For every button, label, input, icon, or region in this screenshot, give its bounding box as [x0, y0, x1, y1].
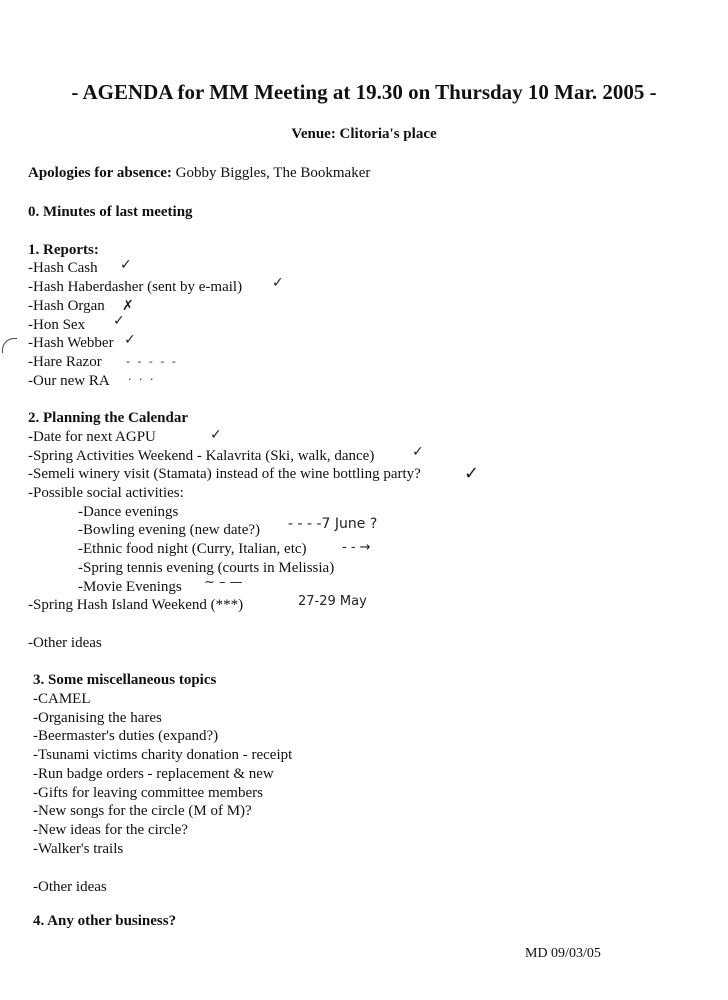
report-item: -Our new RA: [28, 373, 110, 389]
island-weekend-item: -Spring Hash Island Weekend (***): [28, 597, 244, 613]
misc-topic-item: -Beermaster's duties (expand?): [33, 728, 219, 744]
tick-mark: ✓: [272, 275, 284, 291]
tick-mark: ✓: [124, 332, 136, 348]
handwritten-dashes: ~ – —: [204, 575, 243, 590]
apologies-label: Apologies for absence:: [28, 165, 172, 181]
section-3-heading: 3. Some miscellaneous topics: [33, 672, 217, 688]
social-activity-item: -Ethnic food night (Curry, Italian, etc): [78, 541, 307, 557]
tick-mark: ✓: [120, 257, 132, 273]
cross-mark: ✗: [122, 298, 134, 314]
page-title: - AGENDA for MM Meeting at 19.30 on Thursday 10 Mar. 2005 -: [71, 80, 657, 104]
section-2-heading: 2. Planning the Calendar: [28, 410, 189, 426]
other-ideas-item: -Other ideas: [33, 879, 107, 895]
other-ideas-item: -Other ideas: [28, 635, 102, 651]
venue-line: Venue: Clitoria's place: [291, 126, 437, 142]
misc-topic-item: -CAMEL: [33, 691, 91, 707]
handwritten-arrow: - - →: [342, 540, 371, 555]
tick-mark: ✓: [412, 444, 424, 460]
section-0-heading: 0. Minutes of last meeting: [28, 204, 193, 220]
report-item: -Hon Sex: [28, 317, 86, 333]
misc-topic-item: -Run badge orders - replacement & new: [33, 766, 274, 782]
social-activity-item: -Dance evenings: [78, 504, 179, 520]
misc-topic-item: -Organising the hares: [33, 710, 162, 726]
report-item: -Hare Razor: [28, 354, 102, 370]
calendar-item: -Possible social activities:: [28, 485, 184, 501]
tick-mark: ✓: [464, 463, 480, 484]
social-activity-item: -Bowling evening (new date?): [78, 522, 261, 538]
author-date-signature: MD 09/03/05: [525, 946, 601, 961]
report-item: -Hash Haberdasher (sent by e-mail): [28, 279, 243, 295]
misc-topic-item: -Tsunami victims charity donation - receipt: [33, 747, 293, 763]
tick-mark: ✓: [113, 313, 125, 329]
apologies-line: [28, 164, 370, 182]
apologies-names: Gobby Biggles, The Bookmaker: [175, 165, 371, 181]
misc-topic-item: -New ideas for the circle?: [33, 822, 188, 838]
misc-topic-item: -Gifts for leaving committee members: [33, 785, 263, 801]
handwritten-dashes: - - - - -: [126, 355, 178, 368]
tick-mark: ✓: [210, 427, 222, 443]
handwritten-island-date: 27-29 May: [298, 594, 367, 609]
calendar-item: -Date for next AGPU: [28, 429, 156, 445]
misc-topic-item: -Walker's trails: [33, 841, 124, 857]
social-activity-item: -Movie Evenings: [78, 579, 182, 595]
report-item: -Hash Cash: [28, 260, 98, 276]
handwritten-june-note: - - - -7 June ?: [288, 516, 378, 532]
report-item: -Hash Webber: [28, 335, 114, 351]
margin-bracket-mark: [2, 338, 17, 353]
handwritten-dots: · · ·: [128, 373, 156, 386]
calendar-item: -Spring Activities Weekend - Kalavrita (Ski, walk, dance): [28, 448, 375, 464]
section-4-heading: 4. Any other business?: [33, 913, 177, 929]
report-item: -Hash Organ: [28, 298, 105, 314]
social-activity-item: -Spring tennis evening (courts in Melissia): [78, 560, 335, 576]
misc-topic-item: -New songs for the circle (M of M)?: [33, 803, 252, 819]
section-1-heading: 1. Reports:: [28, 242, 99, 258]
calendar-item: -Semeli winery visit (Stamata) instead of the wine bottling party?: [28, 466, 421, 482]
